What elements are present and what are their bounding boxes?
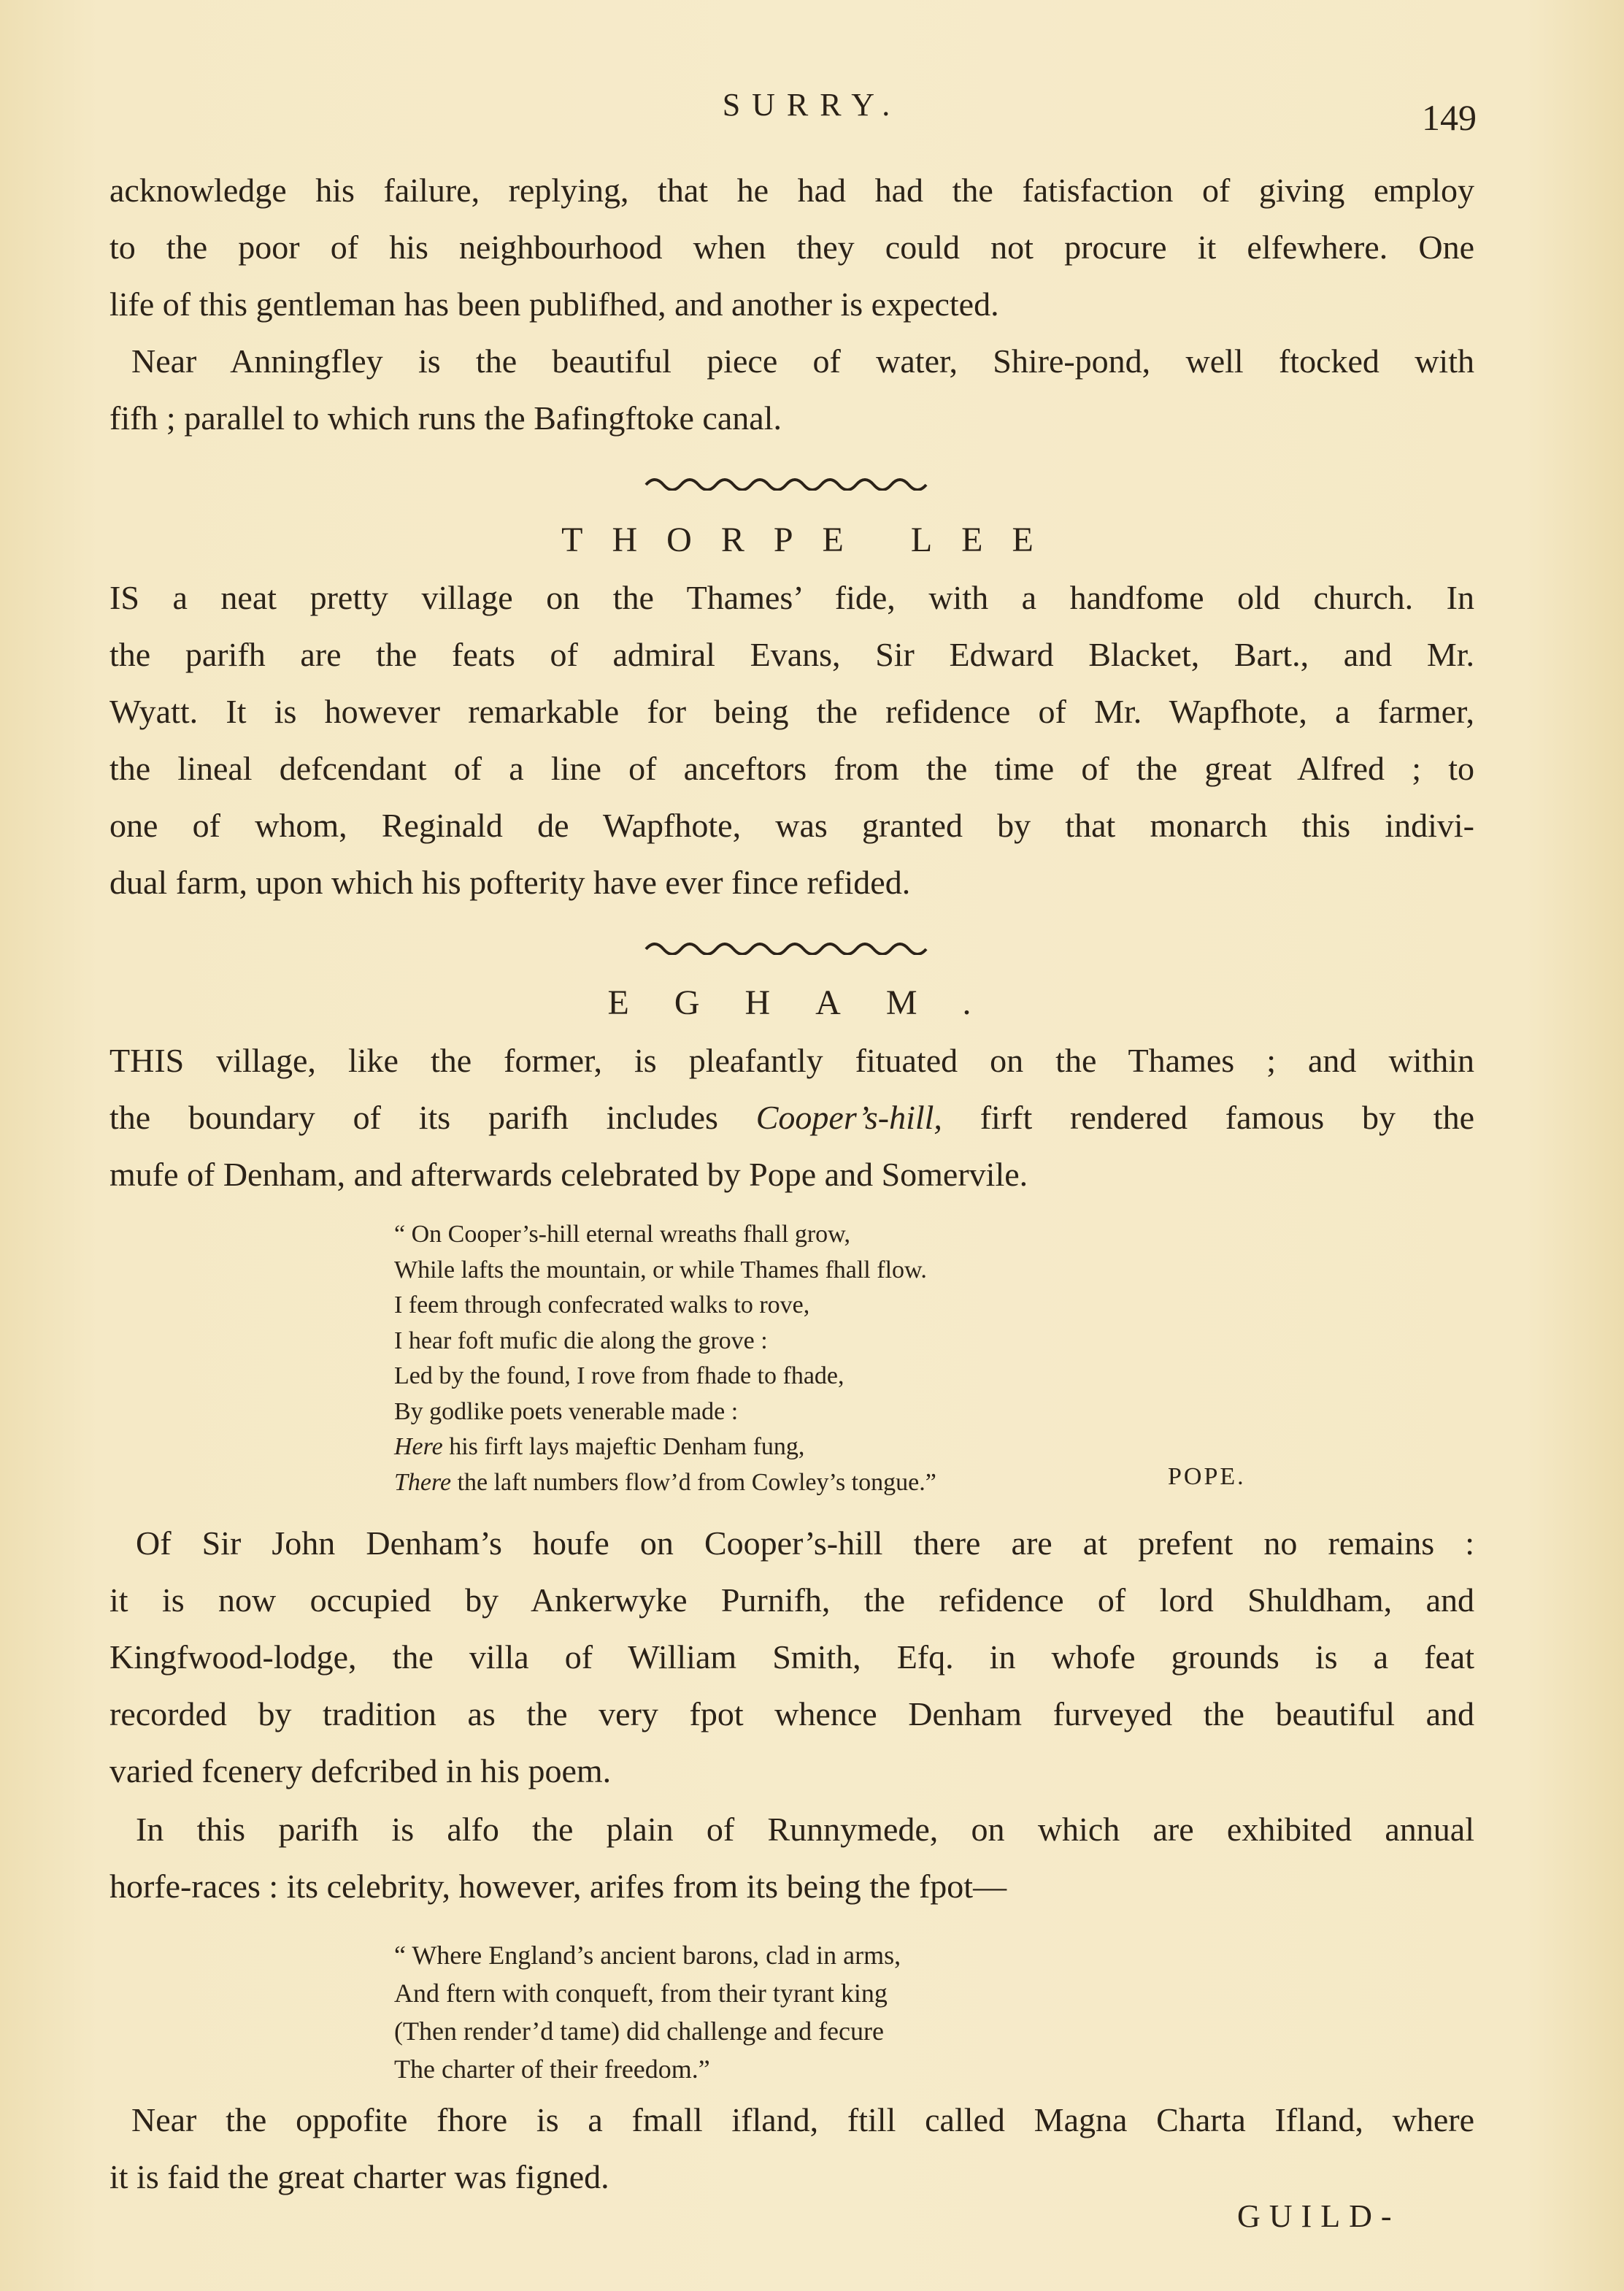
text-line: Near Anningfley is the beautiful piece of water, Shire-pond, well ftocked with <box>131 342 1474 380</box>
text-segment: the boundary of its parifh includes <box>109 1099 756 1136</box>
verse-line: And ftern with conqueft, from their tyrant king <box>394 1979 888 2008</box>
text-line: the lineal defcendant of a line of anceftors from the time of the great Alfred ; to <box>109 750 1474 787</box>
text-line: the parifh are the feats of admiral Evans, Sir Edward Blacket, Bart., and Mr. <box>109 636 1474 673</box>
text-line: dual farm, upon which his pofterity have ever fince refided. <box>109 864 911 901</box>
verse-line: “ On Cooper’s-hill eternal wreaths fhall grow, <box>394 1221 851 1248</box>
text-line: to the poor of his neighbourhood when they could not procure it elfewhere. One <box>109 229 1474 266</box>
text-line: THIS village, like the former, is pleafantly fituated on the Thames ; and within <box>109 1042 1474 1079</box>
text-line: acknowledge his failure, replying, that he had had the fatisfaction of giving employ <box>109 172 1474 209</box>
section-ornament <box>642 939 934 955</box>
verse-line <box>394 1465 936 1501</box>
verse-line: The charter of their freedom.” <box>394 2054 710 2084</box>
text-line: life of this gentleman has been publifhed, and another is expected. <box>109 285 999 323</box>
verse-line: I feem through confecrated walks to rove, <box>394 1292 810 1319</box>
text-segment: firft rendered famous by the <box>942 1099 1475 1136</box>
verse-quotation-pope <box>394 1217 936 1500</box>
text-line: Near the oppofite fhore is a fmall ifland, ftill called Magna Charta Ifland, where <box>131 2101 1474 2138</box>
verse-line <box>394 1430 936 1465</box>
text-line: recorded by tradition as the very fpot whence Denham furveyed the beautiful and <box>109 1695 1474 1732</box>
paragraph-continued <box>109 162 1474 333</box>
verse-line: “ Where England’s ancient barons, clad in arms, <box>394 1941 901 1970</box>
running-head: SURRY. <box>722 87 902 123</box>
verse-italic-word: There <box>394 1468 452 1496</box>
text-line: horfe-races : its celebrity, however, arifes from its being the fpot— <box>109 1868 1007 1905</box>
paragraph-denham-house <box>109 1515 1474 1800</box>
place-name-italic: Cooper’s-hill, <box>755 1099 942 1136</box>
text-line: mufe of Denham, and afterwards celebrated by Pope and Somervile. <box>109 1156 1028 1193</box>
verse-text: his firft lays majeftic Denham fung, <box>442 1433 805 1460</box>
paragraph-thorpe-lee <box>109 569 1474 911</box>
text-line: fifh ; parallel to which runs the Bafingftoke canal. <box>109 399 782 437</box>
verse-line: I hear foft mufic die along the grove : <box>394 1327 768 1354</box>
text-line <box>109 1089 1474 1146</box>
verse-attribution: POPE. <box>1168 1463 1246 1490</box>
text-line: Of Sir John Denham’s houfe on Cooper’s-hill there are at prefent no remains : <box>136 1524 1474 1562</box>
paragraph-magna-charta-island <box>109 2092 1474 2206</box>
text-line: it is faid the great charter was figned. <box>109 2158 609 2195</box>
text-line: IS a neat pretty village on the Thames’ fide, with a handfome old church. In <box>109 579 1474 616</box>
text-line: Wyatt. It is however remarkable for being the refidence of Mr. Wapfhote, a farmer, <box>109 693 1474 730</box>
paragraph-shire-pond <box>109 333 1474 447</box>
verse-text: the laft numbers flow’d from Cowley’s tongue.” <box>451 1468 936 1496</box>
verse-line: By godlike poets venerable made : <box>394 1397 739 1425</box>
verse-line: (Then render’d tame) did challenge and fecure <box>394 2016 884 2046</box>
section-ornament <box>642 475 934 491</box>
page-number: 149 <box>1422 97 1477 138</box>
verse-line: While lafts the mountain, or while Thames fhall flow. <box>394 1256 927 1283</box>
text-line: one of whom, Reginald de Wapfhote, was granted by that monarch this indivi- <box>109 807 1474 844</box>
catchword: GUILD- <box>1237 2198 1401 2234</box>
heading-egham: EGHAM. <box>607 983 1017 1022</box>
text-line: In this parifh is alfo the plain of Runnymede, on which are exhibited annual <box>136 1811 1474 1848</box>
verse-line: Led by the found, I rove from fhade to fhade, <box>394 1362 844 1389</box>
text-line: it is now occupied by Ankerwyke Purnifh, the refidence of lord Shuldham, and <box>109 1581 1474 1619</box>
text-line: Kingfwood-lodge, the villa of William Smith, Efq. in whofe grounds is a feat <box>109 1638 1474 1676</box>
verse-quotation-barons <box>394 1936 901 2088</box>
paragraph-egham-intro <box>109 1032 1474 1203</box>
paragraph-runnymede <box>109 1801 1474 1915</box>
text-line: varied fcenery defcribed in his poem. <box>109 1752 612 1789</box>
heading-thorpe-lee: THORPE LEE <box>561 521 1063 559</box>
verse-italic-word: Here <box>394 1433 443 1460</box>
